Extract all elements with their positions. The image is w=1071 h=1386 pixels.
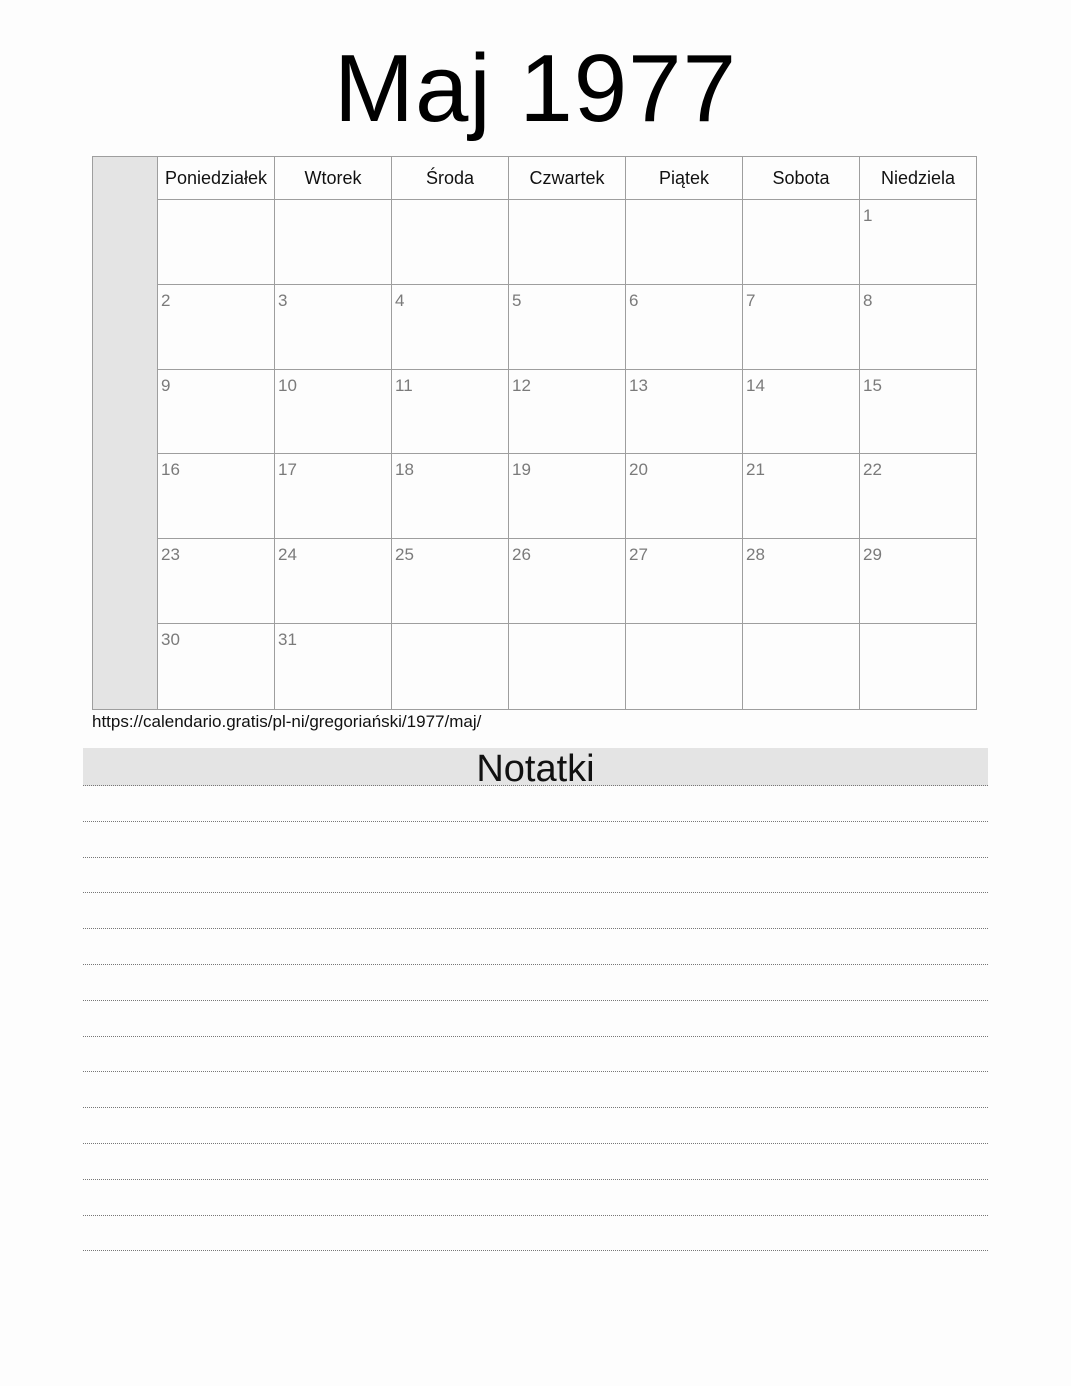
day-cell bbox=[743, 285, 860, 369]
day-number: 4 bbox=[395, 290, 405, 310]
weekday-thursday: Czwartek bbox=[509, 157, 626, 199]
day-number: 1 bbox=[863, 206, 873, 225]
day-cell bbox=[860, 200, 976, 284]
week-row bbox=[158, 539, 976, 624]
note-line bbox=[83, 965, 988, 1001]
day-cell bbox=[509, 539, 626, 623]
day-cell bbox=[158, 454, 275, 538]
weekday-tuesday: Wtorek bbox=[275, 157, 392, 199]
day-number: 14 bbox=[746, 375, 765, 395]
day-cell bbox=[743, 370, 860, 454]
note-line bbox=[83, 786, 988, 822]
note-line bbox=[83, 1108, 988, 1144]
day-number: 9 bbox=[161, 375, 171, 395]
note-line bbox=[83, 1144, 988, 1180]
day-cell bbox=[158, 285, 275, 369]
day-number: 27 bbox=[629, 545, 648, 565]
day-cell bbox=[275, 200, 392, 284]
day-number: 30 bbox=[161, 629, 180, 649]
day-number: 26 bbox=[512, 545, 531, 565]
day-number: 21 bbox=[746, 460, 765, 480]
source-url: https://calendario.gratis/pl-ni/gregoriański/1977/maj/ bbox=[92, 712, 482, 731]
weekday-friday: Piątek bbox=[626, 157, 743, 199]
note-line bbox=[83, 822, 988, 858]
day-number: 6 bbox=[629, 290, 639, 310]
note-line bbox=[83, 929, 988, 965]
day-number: 15 bbox=[863, 375, 882, 395]
day-number: 13 bbox=[629, 375, 648, 395]
day-cell bbox=[275, 370, 392, 454]
day-cell bbox=[509, 370, 626, 454]
weekday-monday: Poniedziałek bbox=[158, 157, 275, 199]
note-line bbox=[83, 1037, 988, 1073]
day-number: 12 bbox=[512, 375, 531, 395]
day-cell bbox=[626, 200, 743, 284]
day-cell bbox=[509, 285, 626, 369]
notes-title: Notatki bbox=[83, 748, 988, 786]
day-cell bbox=[626, 454, 743, 538]
day-number: 29 bbox=[863, 545, 882, 565]
day-cell bbox=[860, 285, 976, 369]
day-number: 16 bbox=[161, 460, 180, 480]
day-cell bbox=[743, 624, 860, 709]
day-number: 8 bbox=[863, 290, 873, 310]
day-cell bbox=[158, 624, 275, 709]
day-number: 22 bbox=[863, 460, 882, 480]
day-cell bbox=[275, 285, 392, 369]
weeks-container bbox=[158, 200, 976, 709]
day-cell bbox=[158, 370, 275, 454]
note-line bbox=[83, 1072, 988, 1108]
week-number-column bbox=[93, 157, 158, 709]
day-cell bbox=[392, 285, 509, 369]
weekday-wednesday: Środa bbox=[392, 157, 509, 199]
day-cell bbox=[509, 200, 626, 284]
weekday-saturday: Sobota bbox=[743, 157, 860, 199]
day-number: 7 bbox=[746, 290, 756, 310]
day-cell bbox=[860, 539, 976, 623]
weekday-header-row bbox=[158, 157, 976, 200]
day-number: 19 bbox=[512, 460, 531, 480]
day-number: 20 bbox=[629, 460, 648, 480]
day-number: 23 bbox=[161, 545, 180, 565]
day-cell bbox=[275, 624, 392, 709]
notes-lines bbox=[83, 786, 988, 1251]
week-row bbox=[158, 285, 976, 370]
day-cell bbox=[392, 539, 509, 623]
note-line bbox=[83, 1001, 988, 1037]
day-cell bbox=[392, 200, 509, 284]
day-cell bbox=[626, 370, 743, 454]
day-cell bbox=[626, 539, 743, 623]
day-cell bbox=[275, 454, 392, 538]
day-number: 18 bbox=[395, 460, 414, 480]
day-cell bbox=[626, 624, 743, 709]
day-cell bbox=[743, 539, 860, 623]
day-number: 3 bbox=[278, 290, 288, 310]
day-number: 2 bbox=[161, 290, 171, 310]
day-cell bbox=[158, 539, 275, 623]
day-number: 17 bbox=[278, 460, 297, 480]
weekday-sunday: Niedziela bbox=[880, 167, 956, 188]
day-number: 24 bbox=[278, 545, 297, 565]
note-line bbox=[83, 858, 988, 894]
week-row bbox=[158, 454, 976, 539]
calendar-title: Maj 1977 bbox=[334, 35, 737, 142]
day-number: 5 bbox=[512, 290, 522, 310]
week-row bbox=[158, 200, 976, 285]
note-line bbox=[83, 1216, 988, 1252]
day-number: 11 bbox=[395, 375, 413, 395]
day-cell bbox=[860, 454, 976, 538]
day-cell bbox=[743, 200, 860, 284]
day-cell bbox=[860, 370, 976, 454]
day-cell bbox=[158, 200, 275, 284]
day-cell bbox=[392, 624, 509, 709]
note-line bbox=[83, 1180, 988, 1216]
day-number: 28 bbox=[746, 545, 765, 565]
day-number: 25 bbox=[395, 545, 414, 565]
day-number: 31 bbox=[278, 629, 297, 649]
day-cell bbox=[509, 454, 626, 538]
day-cell bbox=[275, 539, 392, 623]
day-cell bbox=[509, 624, 626, 709]
day-number: 10 bbox=[278, 375, 297, 395]
week-row bbox=[158, 370, 976, 455]
day-cell bbox=[860, 624, 976, 709]
day-cell bbox=[392, 370, 509, 454]
day-cell bbox=[392, 454, 509, 538]
day-cell bbox=[743, 454, 860, 538]
calendar-grid bbox=[158, 157, 976, 709]
note-line bbox=[83, 893, 988, 929]
month-calendar bbox=[92, 156, 977, 710]
week-row bbox=[158, 624, 976, 709]
day-cell bbox=[626, 285, 743, 369]
